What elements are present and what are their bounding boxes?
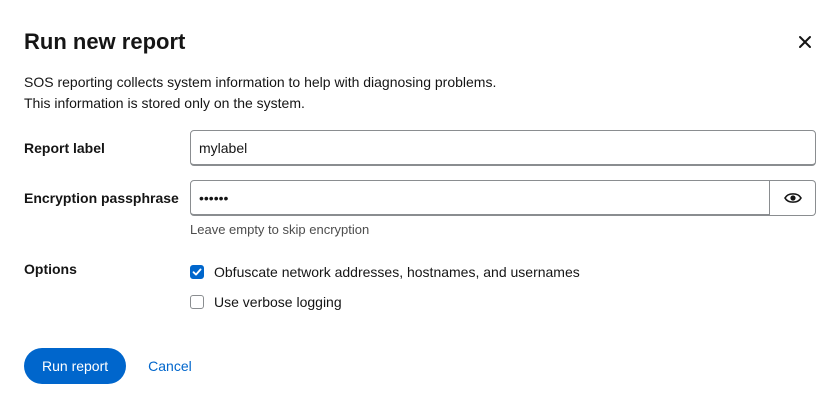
report-form (24, 130, 816, 327)
obfuscate-option-label: Obfuscate network addresses, hostnames, and usernames (214, 264, 580, 280)
report-label-input[interactable] (190, 130, 816, 166)
verbose-logging-checkbox[interactable] (190, 295, 204, 309)
close-icon (798, 35, 812, 49)
close-button[interactable] (794, 31, 816, 53)
eye-icon (784, 191, 802, 205)
dialog-description (24, 72, 624, 114)
verbose-logging-option[interactable] (190, 291, 816, 313)
passphrase-input[interactable] (190, 180, 770, 216)
description-line-2: This information is stored only on the system. (24, 95, 305, 111)
passphrase-helper-text: Leave empty to skip encryption (190, 222, 370, 237)
report-label-row (24, 130, 816, 166)
dialog-footer (24, 348, 192, 384)
description-line-1: SOS reporting collects system information to help with diagnosing problems. (24, 74, 497, 90)
options-label: Options (24, 261, 77, 277)
report-label-label: Report label (24, 140, 105, 156)
passphrase-row (24, 180, 816, 237)
passphrase-group (190, 180, 816, 216)
cancel-button[interactable]: Cancel (148, 358, 192, 374)
obfuscate-checkbox[interactable] (190, 265, 204, 279)
dialog-title: Run new report (24, 29, 186, 54)
dialog-header (24, 22, 816, 62)
toggle-passphrase-visibility-button[interactable] (770, 180, 816, 216)
verbose-logging-option-label: Use verbose logging (214, 294, 342, 310)
options-row (24, 251, 816, 313)
checkmark-icon (192, 267, 202, 277)
obfuscate-option[interactable] (190, 261, 816, 283)
run-report-button[interactable]: Run report (24, 348, 126, 384)
passphrase-label: Encryption passphrase (24, 190, 179, 206)
options-list (190, 251, 816, 313)
